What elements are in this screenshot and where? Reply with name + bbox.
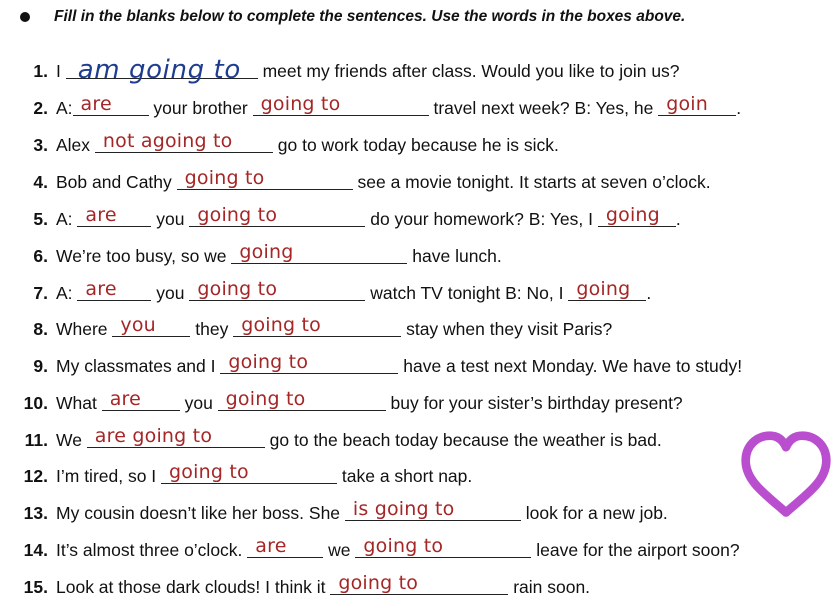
handwritten-answer: you [120,314,156,336]
handwritten-answer: are [255,535,287,557]
sentence-text: watch TV tonight B: No, I [365,283,569,303]
item-number: 8. [33,319,48,339]
sentence-text: take a short nap. [337,466,473,486]
sentence-text: we [323,540,356,560]
answer-blank[interactable] [220,351,398,374]
answer-blank[interactable] [102,388,180,411]
sentence-text: see a movie tonight. It starts at seven o’clock. [352,172,711,192]
exercise-item [0,463,472,489]
answer-blank[interactable] [77,278,151,301]
answer-blank[interactable] [330,572,508,595]
item-number: 9. [33,356,48,376]
handwritten-answer: are [80,93,112,115]
instructions-text: Fill in the blanks below to complete the sentences. Use the words in the boxes above. [54,8,686,25]
handwritten-answer: are going to [94,425,213,447]
sentence-text: leave for the airport soon? [531,540,740,560]
exercise-item [0,95,741,121]
item-number: 6. [33,246,48,266]
sentence-text: . [736,98,742,118]
answer-blank[interactable] [66,55,258,85]
item-number: 15. [23,577,48,597]
sentence-text: travel next week? B: Yes, he [428,98,659,118]
sentence-text: go to the beach today because the weather is bad. [264,430,662,450]
item-number: 12. [23,466,48,486]
sentence-text: We [56,430,87,450]
sentence-text: A: [56,209,78,229]
sentence-text: My cousin doesn’t like her boss. She [56,503,345,523]
sentence-text: I [56,61,66,81]
sentence-text: Bob and Cathy [56,172,177,192]
sentence-text: My classmates and I [56,356,221,376]
heart-outline-icon [738,428,834,524]
answer-blank[interactable] [112,314,190,337]
handwritten-answer: are [85,204,117,226]
sentence-text: you [151,209,190,229]
answer-blank[interactable] [568,278,646,301]
sentence-text: do your homework? B: Yes, I [365,209,598,229]
sentence-text: you [151,283,190,303]
exercise-item [0,353,742,379]
answer-blank[interactable] [87,425,265,448]
item-number: 10. [23,393,48,413]
answer-blank[interactable] [355,535,531,558]
sentence-text: buy for your sister’s birthday present? [385,393,683,413]
exercise-item [0,537,740,563]
sentence-text: look for a new job. [520,503,668,523]
handwritten-answer: am going to [77,55,241,85]
answer-blank[interactable] [345,498,521,521]
item-number: 1. [33,61,48,81]
sentence-text: your brother [148,98,253,118]
answer-blank[interactable] [177,167,353,190]
handwritten-answer: going to [260,93,341,115]
answer-blank[interactable] [218,388,386,411]
exercise-item [0,574,590,600]
sentence-text: It’s almost three o’clock. [56,540,248,560]
item-number: 14. [23,540,48,560]
sentence-text: you [179,393,218,413]
item-number: 7. [33,283,48,303]
handwritten-answer: is going to [352,498,455,520]
answer-blank[interactable] [231,241,407,264]
answer-blank[interactable] [253,93,429,116]
answer-blank[interactable] [247,535,323,558]
exercise-item [0,55,680,85]
handwritten-answer: going to [241,314,321,336]
answer-blank[interactable] [189,204,365,227]
answer-blank[interactable] [95,130,273,153]
sentence-text: Alex [56,135,95,155]
exercise-item [0,280,651,306]
exercise-item [0,316,612,342]
sentence-text: go to work today because he is sick. [272,135,559,155]
sentence-text: meet my friends after class. Would you like to join us? [257,61,680,81]
item-number: 3. [33,135,48,155]
handwritten-answer: not agoing to [102,130,233,152]
exercise-item [0,390,683,416]
answer-blank[interactable] [658,93,736,116]
handwritten-answer: going to [225,388,306,410]
handwritten-answer: going to [338,572,419,594]
exercise-item [0,206,681,232]
sentence-text: they [190,319,234,339]
answer-blank[interactable] [77,204,151,227]
sentence-text: stay when they visit Paris? [401,319,613,339]
exercise-item [0,169,711,195]
sentence-text: have lunch. [407,246,502,266]
handwritten-answer: going to [184,167,265,189]
sentence-text: . [646,283,652,303]
item-number: 4. [33,172,48,192]
answer-blank[interactable] [233,314,401,337]
sentence-text: have a test next Monday. We have to study! [398,356,743,376]
instructions-header [18,8,685,26]
item-number: 13. [23,503,48,523]
exercise-item [0,427,662,453]
sentence-text: I’m tired, so I [56,466,162,486]
item-number: 2. [33,98,48,118]
bullet-icon [20,12,30,22]
sentence-text: . [675,209,681,229]
handwritten-answer: going to [363,535,444,557]
handwritten-answer: going to [169,461,249,483]
answer-blank[interactable] [161,461,337,484]
sentence-text: Where [56,319,113,339]
sentence-text: Look at those dark clouds! I think it [56,577,331,597]
handwritten-answer: going to [228,351,309,373]
item-number: 5. [33,209,48,229]
exercise-item [0,243,502,269]
item-number: 11. [24,430,48,450]
handwritten-answer: going [605,204,660,226]
handwritten-answer: going [576,278,631,300]
handwritten-answer: are [109,388,142,410]
handwritten-answer: going to [197,204,278,226]
handwritten-answer: goin [666,93,709,115]
sentence-text: rain soon. [508,577,591,597]
sentence-text: A: [56,98,73,118]
sentence-text: We’re too busy, so we [56,246,232,266]
handwritten-answer: going [239,241,294,263]
answer-blank[interactable] [189,278,365,301]
answer-blank[interactable] [598,204,676,227]
answer-blank[interactable] [73,93,149,116]
sentence-text: What [56,393,102,413]
handwritten-answer: are [85,278,117,300]
handwritten-answer: going to [197,278,278,300]
exercise-item [0,500,668,526]
sentence-text: A: [56,283,78,303]
exercise-item [0,132,559,158]
